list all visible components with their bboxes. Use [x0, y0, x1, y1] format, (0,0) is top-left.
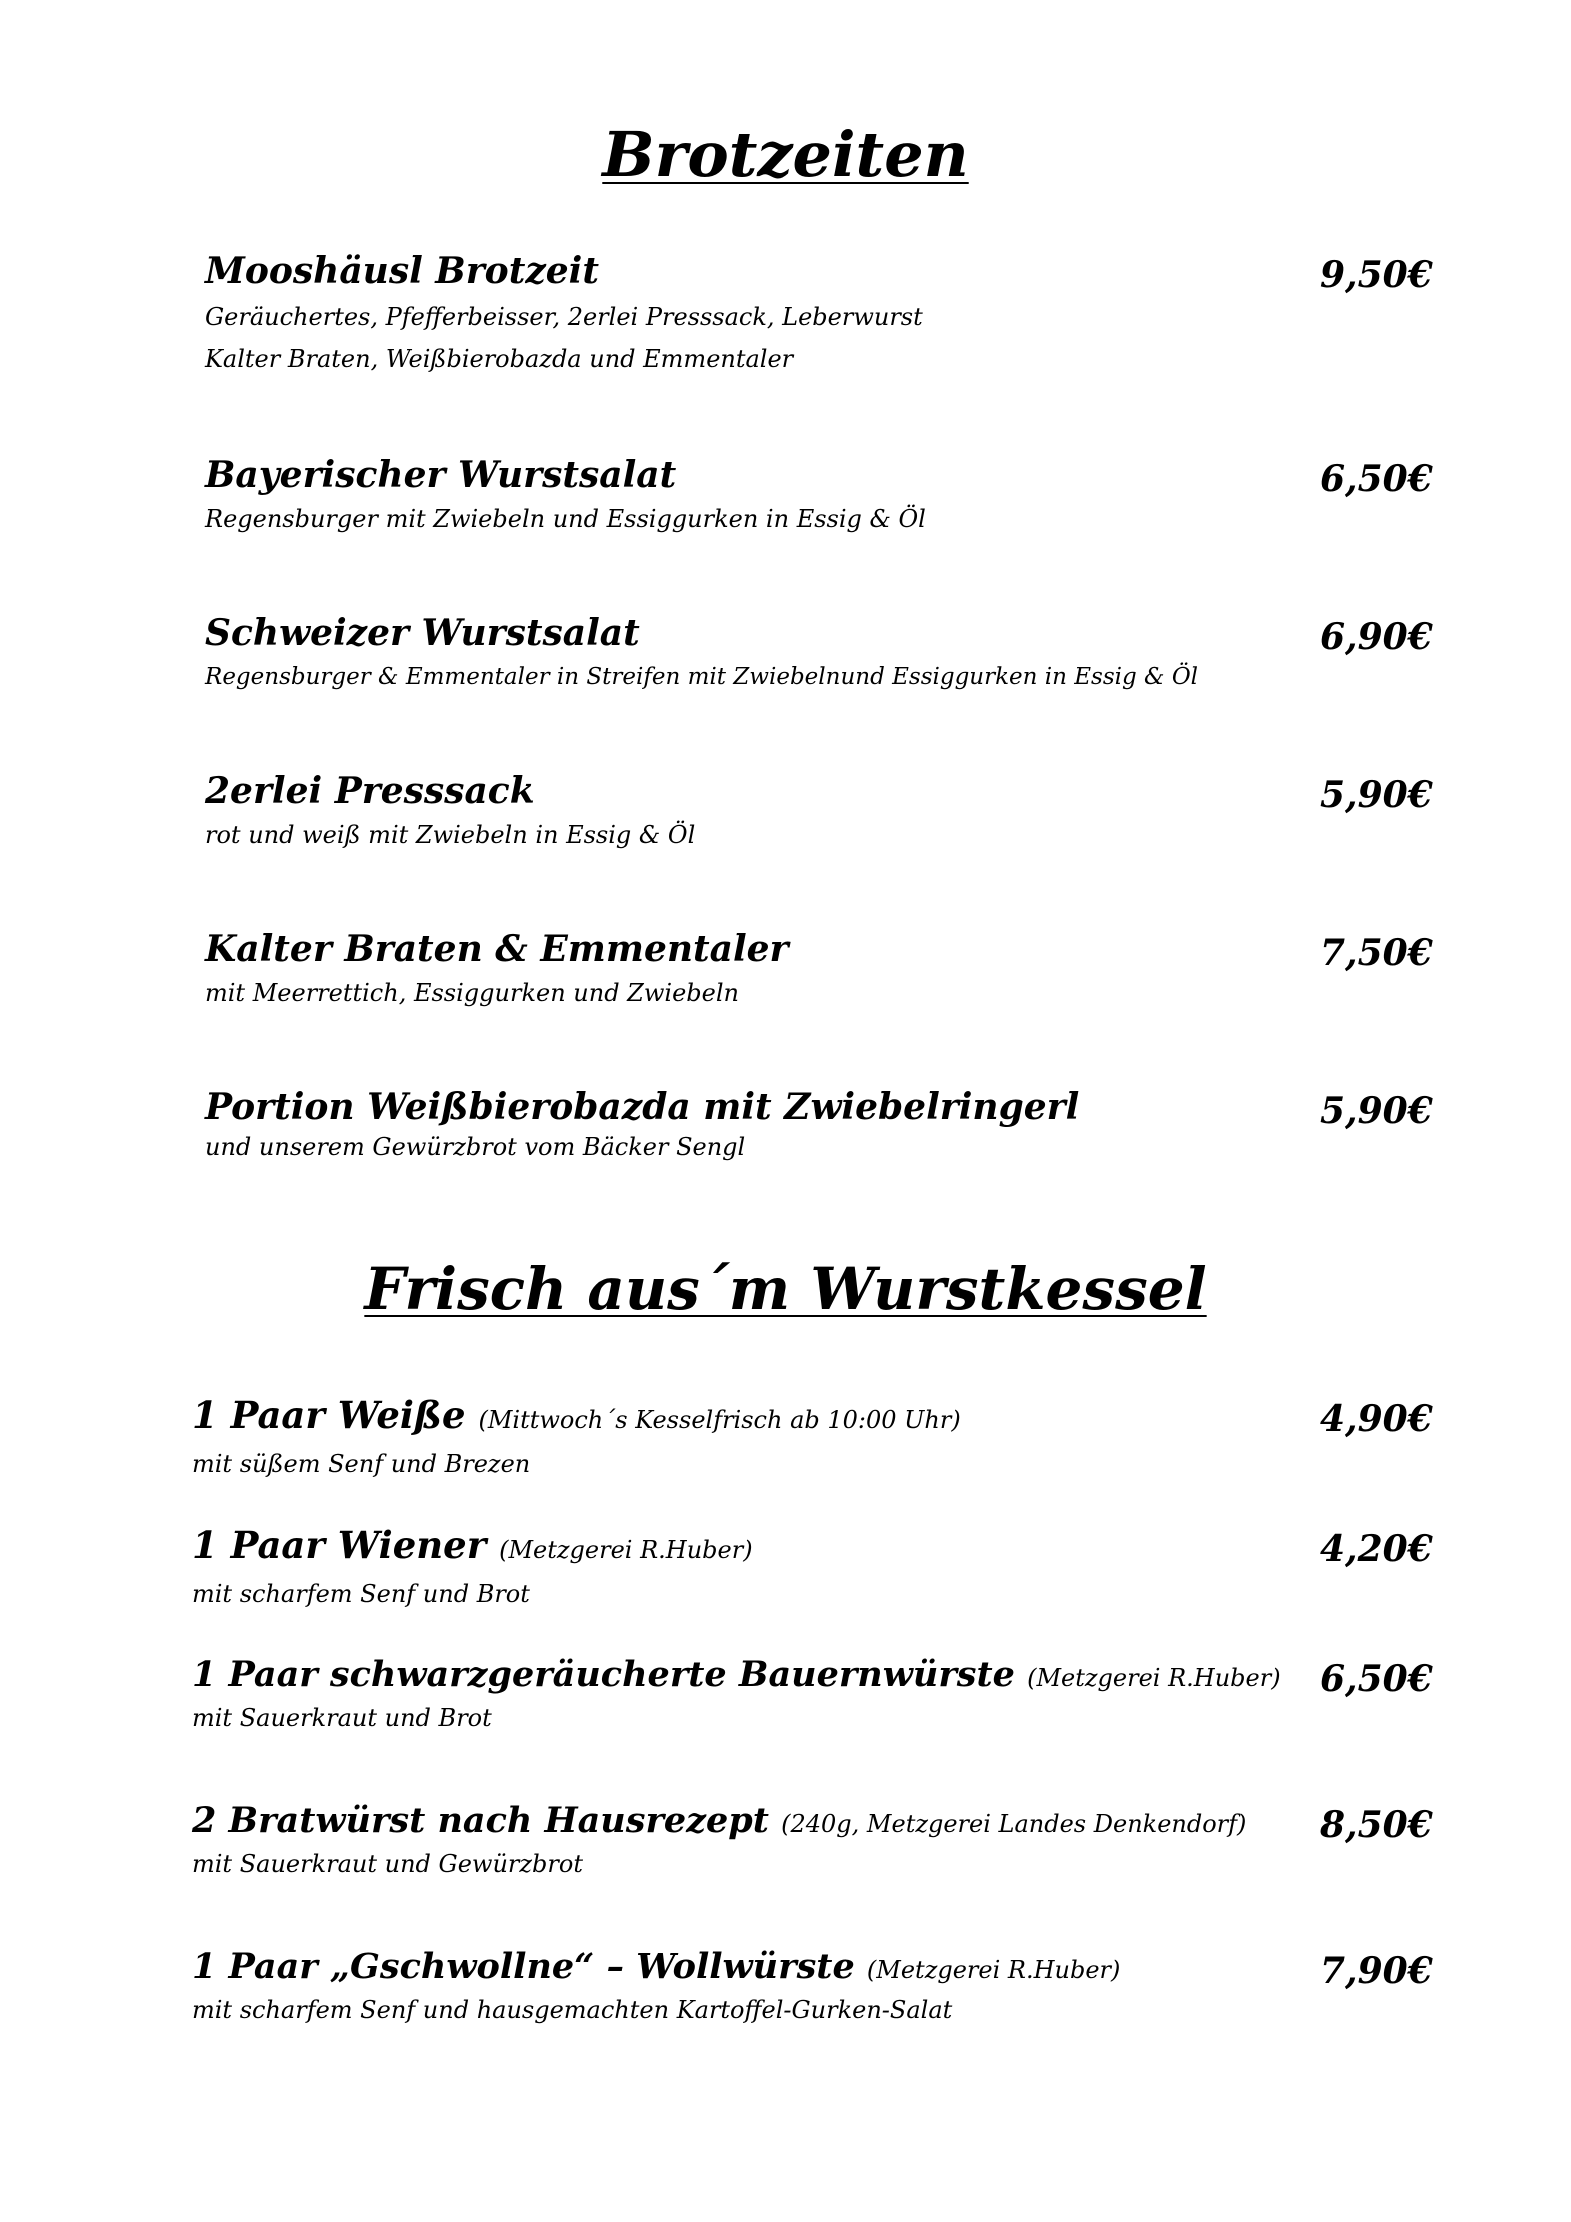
item-price: 8,50€	[1320, 1804, 1433, 1846]
item-name: 1 Paar schwarzgeräucherte Bauernwürste	[192, 1654, 1015, 1695]
menu-item	[205, 248, 923, 380]
item-price: 4,90€	[1320, 1398, 1433, 1440]
section-title-brotzeiten: Brotzeiten	[602, 118, 969, 191]
menu-item	[192, 1392, 961, 1485]
menu-item	[192, 1944, 1120, 2027]
item-description: rot und weiß mit Zwiebeln in Essig & Öl	[205, 821, 696, 849]
item-price: 7,50€	[1320, 932, 1433, 974]
item-name: Mooshäusl Brotzeit	[205, 250, 599, 292]
menu-item	[192, 1652, 1281, 1735]
menu-item	[205, 768, 695, 856]
item-description: Regensburger & Emmentaler in Streifen mit Zwiebelnund Essiggurken in Essig & Öl	[205, 664, 1199, 690]
item-price: 5,90€	[1320, 774, 1433, 816]
item-note: (Metzgerei R.Huber)	[499, 1536, 753, 1564]
item-note: (Metzgerei R.Huber)	[1027, 1664, 1281, 1692]
menu-item	[205, 1084, 1079, 1164]
item-name: Bayerischer Wurstsalat	[205, 454, 677, 496]
menu-item	[205, 926, 789, 1014]
item-note: (Mittwoch´s Kesselfrisch ab 10:00 Uhr)	[478, 1406, 961, 1434]
item-price: 7,90€	[1320, 1950, 1433, 1992]
item-name: 1 Paar Wiener	[192, 1523, 487, 1567]
section-title-wurstkessel: Frisch aus´m Wurstkessel	[364, 1255, 1207, 1323]
item-description: mit Sauerkraut und Brot	[192, 1704, 492, 1732]
menu-item	[192, 1798, 1246, 1881]
item-description: mit scharfem Senf und hausgemachten Kartoffel-Gurken-Salat	[192, 1996, 953, 2024]
item-name: Schweizer Wurstsalat	[205, 612, 640, 654]
item-note: (Metzgerei R.Huber)	[866, 1956, 1121, 1984]
item-name: Portion Weißbierobazda mit Zwiebelringerl	[205, 1086, 1080, 1128]
item-price: 4,20€	[1320, 1528, 1433, 1570]
item-description: Kalter Braten, Weißbierobazda und Emmentaler	[205, 345, 794, 373]
item-price: 6,50€	[1320, 458, 1433, 500]
item-description: mit scharfem Senf und Brot	[192, 1580, 530, 1608]
item-description: mit süßem Senf und Brezen	[192, 1450, 531, 1478]
item-price: 5,90€	[1320, 1090, 1433, 1132]
item-name: 2 Bratwürst nach Hausrezept	[192, 1800, 769, 1841]
item-price: 6,90€	[1320, 616, 1433, 658]
item-description: und unserem Gewürzbrot vom Bäcker Sengl	[205, 1133, 746, 1161]
item-description: Geräuchertes, Pfefferbeisser, 2erlei Presssack, Leberwurst	[205, 303, 923, 331]
item-price: 6,50€	[1320, 1658, 1433, 1700]
item-name: Kalter Braten & Emmentaler	[205, 928, 789, 970]
item-description: mit Sauerkraut und Gewürzbrot	[192, 1850, 583, 1878]
item-description: Regensburger mit Zwiebeln und Essiggurken in Essig & Öl	[205, 505, 926, 533]
item-note: (240g, Metzgerei Landes Denkendorf)	[781, 1810, 1247, 1838]
item-description: mit Meerrettich, Essiggurken und Zwiebeln	[205, 979, 739, 1007]
menu-item	[205, 610, 1198, 698]
item-name: 1 Paar „Gschwollne“ – Wollwürste	[192, 1946, 855, 1987]
item-name: 2erlei Presssack	[205, 770, 535, 812]
menu-item	[205, 452, 926, 540]
item-price: 9,50€	[1320, 254, 1433, 296]
menu-item	[192, 1522, 753, 1615]
item-name: 1 Paar Weiße	[192, 1393, 466, 1437]
